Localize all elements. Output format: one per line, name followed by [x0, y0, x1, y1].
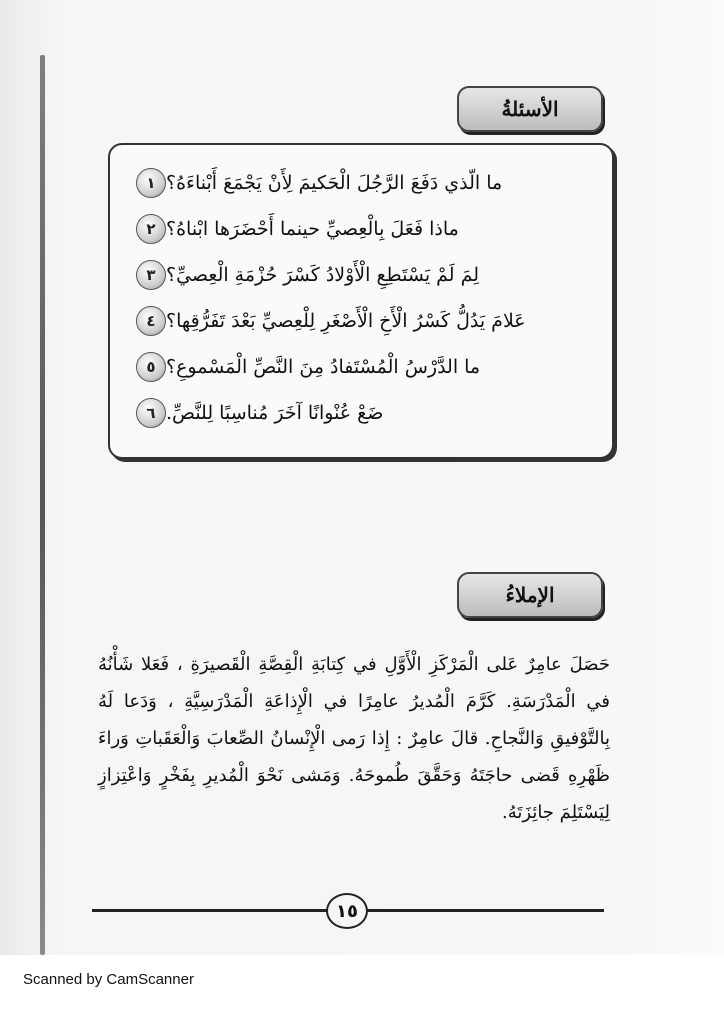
question-number-badge: ١ [136, 168, 166, 198]
question-item [128, 257, 598, 293]
footer-rule-right [366, 909, 604, 912]
question-item [128, 165, 598, 201]
question-text: لِمَ لَمْ يَسْتَطِعِ الْأَوْلادُ كَسْرَ حُزْمَةِ الْعِصيِّ؟ [166, 264, 480, 286]
scanner-watermark: Scanned by CamScanner [23, 971, 194, 988]
questions-heading: الأسئلةُ [457, 86, 603, 132]
footer-rule-left [92, 909, 328, 912]
page-number: ١٥ [326, 893, 368, 929]
scanner-strip [0, 955, 724, 1024]
binding-line [40, 55, 45, 955]
question-text: ما الّذي دَفَعَ الرَّجُلَ الْحَكيمَ لِأَنْ يَجْمَعَ أَبْناءَهُ؟ [166, 172, 503, 194]
question-item [128, 349, 598, 385]
question-item [128, 303, 598, 339]
question-number-badge: ٥ [136, 352, 166, 382]
question-number-badge: ٣ [136, 260, 166, 290]
questions-box [108, 143, 614, 459]
question-text: ما الدَّرْسُ الْمُسْتَفادُ مِنَ النَّصِّ الْمَسْموعِ؟ [166, 356, 481, 378]
question-number-badge: ٢ [136, 214, 166, 244]
question-item [128, 395, 598, 431]
question-number-badge: ٦ [136, 398, 166, 428]
question-text: عَلامَ يَدُلُّ كَسْرُ الْأَخِ الْأَصْغَرِ لِلْعِصيِّ بَعْدَ تَفَرُّقِها؟ [166, 310, 526, 332]
question-item [128, 211, 598, 247]
question-text: ضَعْ عُنْوانًا آخَرَ مُناسِبًا لِلنَّصِّ. [166, 402, 384, 424]
question-number-badge: ٤ [136, 306, 166, 336]
question-text: ماذا فَعَلَ بِالْعِصيِّ حينما أَحْضَرَها ابْناهُ؟ [166, 218, 459, 240]
dictation-heading: الإملاءُ [457, 572, 603, 618]
dictation-paragraph: حَصَلَ عامِرٌ عَلى الْمَرْكَزِ الْأَوَّلِ في كِتابَةِ الْقِصَّةِ الْقَصيرَةِ ، فَعَلا شَأْنُهُ في الْمَدْرَسَةِ. كَرَّمَ الْمُديرُ عامِرًا في الْإِذاعَةِ الْمَدْرَسِيَّةِ ، وَدَعا لَهُ بِالتَّوْفيقِ وَالنَّجاحِ. قالَ عامِرٌ : إِذا رَمى الْإِنْسانُ الصِّعابَ وَالْعَقَباتِ وَراءَ ظَهْرِهِ قَضى حاجَتَهُ وَحَقَّقَ طُموحَهُ. وَمَشى نَحْوَ الْمُديرِ بِفَخْرٍ وَاعْتِزازٍ لِيَسْتَلِمَ جائِزَتَهُ. [98, 654, 610, 823]
